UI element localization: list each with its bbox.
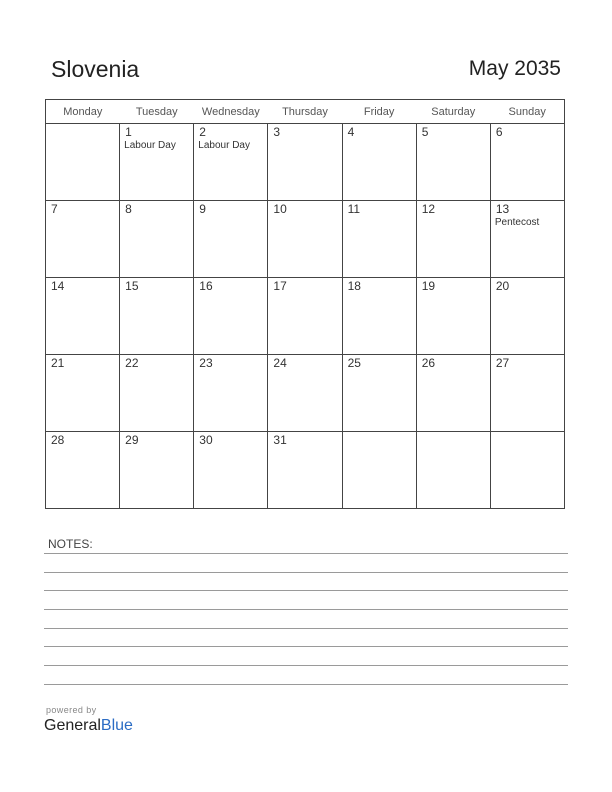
day-cell	[416, 355, 490, 432]
day-number: 7	[51, 202, 58, 216]
day-cell	[268, 124, 342, 201]
day-number: 15	[125, 279, 139, 293]
holiday-label: Labour Day	[198, 140, 250, 151]
day-cell	[194, 278, 268, 355]
weekday-label: Saturday	[416, 100, 490, 124]
notes-line	[44, 646, 568, 647]
day-number: 2	[199, 125, 206, 139]
generalblue-logo[interactable]	[44, 717, 133, 735]
notes-line	[44, 609, 568, 610]
day-number: 13	[495, 202, 510, 216]
day-number: 27	[495, 356, 510, 370]
day-number: 4	[347, 125, 355, 139]
weekday-label: Thursday	[268, 100, 342, 124]
day-cell	[268, 201, 342, 278]
notes-line	[44, 572, 568, 573]
day-number: 16	[199, 279, 213, 293]
day-number: 28	[51, 433, 65, 447]
weekday-label: Tuesday	[120, 100, 194, 124]
day-number: 14	[51, 279, 65, 293]
notes-line	[44, 684, 568, 685]
week-row	[46, 278, 565, 355]
day-cell	[342, 124, 416, 201]
day-number: 3	[273, 125, 281, 139]
notes-line	[44, 553, 568, 554]
day-cell	[120, 201, 194, 278]
day-cell	[46, 201, 120, 278]
day-cell	[416, 278, 490, 355]
day-number: 21	[51, 356, 65, 370]
day-cell	[46, 432, 120, 509]
day-number: 25	[347, 356, 361, 370]
day-number: 5	[421, 125, 429, 139]
weekday-header-row	[46, 100, 565, 124]
day-cell	[194, 355, 268, 432]
day-cell	[120, 124, 194, 201]
empty-day-cell	[416, 432, 490, 509]
day-number: 18	[347, 279, 361, 293]
day-number: 19	[421, 279, 436, 293]
week-row	[46, 355, 565, 432]
day-cell	[120, 278, 194, 355]
logo-blue: Blue	[100, 717, 133, 734]
powered-by-text: powered by	[46, 705, 97, 715]
day-number: 11	[347, 202, 361, 216]
day-number: 29	[125, 433, 139, 447]
day-cell	[490, 124, 564, 201]
week-row	[46, 201, 565, 278]
day-number: 24	[273, 356, 287, 370]
month-year-title: May 2035	[468, 57, 561, 80]
day-number: 30	[199, 433, 213, 447]
notes-label: NOTES:	[48, 537, 93, 551]
day-number: 26	[421, 356, 436, 370]
day-number: 23	[199, 356, 213, 370]
day-number: 1	[125, 125, 132, 139]
day-cell	[46, 278, 120, 355]
notes-line	[44, 590, 568, 591]
day-cell	[194, 201, 268, 278]
week-row	[46, 432, 565, 509]
day-cell	[268, 432, 342, 509]
weekday-label: Wednesday	[194, 100, 268, 124]
empty-day-cell	[46, 124, 120, 201]
day-number: 17	[273, 279, 287, 293]
day-cell	[490, 201, 564, 278]
day-number: 22	[125, 356, 139, 370]
day-number: 9	[199, 202, 206, 216]
day-cell	[194, 124, 268, 201]
day-number: 12	[421, 202, 436, 216]
holiday-label: Labour Day	[124, 140, 176, 151]
day-cell	[490, 355, 564, 432]
logo-general: General	[44, 717, 101, 734]
day-cell	[194, 432, 268, 509]
day-cell	[416, 124, 490, 201]
calendar-grid	[45, 99, 565, 509]
day-number: 20	[495, 279, 510, 293]
day-cell	[268, 355, 342, 432]
day-cell	[46, 355, 120, 432]
notes-line	[44, 628, 568, 629]
weekday-label: Friday	[342, 100, 416, 124]
holiday-label: Pentecost	[494, 217, 540, 228]
day-cell	[490, 278, 564, 355]
day-cell	[120, 432, 194, 509]
empty-day-cell	[490, 432, 564, 509]
notes-line	[44, 665, 568, 666]
day-cell	[268, 278, 342, 355]
day-number: 10	[273, 202, 287, 216]
country-title: Slovenia	[51, 56, 140, 82]
day-cell	[342, 278, 416, 355]
day-number: 31	[273, 433, 287, 447]
day-number: 8	[125, 202, 132, 216]
day-cell	[342, 201, 416, 278]
weekday-label: Monday	[46, 100, 120, 124]
day-number: 6	[495, 125, 503, 139]
weekday-label: Sunday	[490, 100, 564, 124]
empty-day-cell	[342, 432, 416, 509]
week-row	[46, 124, 565, 201]
day-cell	[120, 355, 194, 432]
day-cell	[416, 201, 490, 278]
day-cell	[342, 355, 416, 432]
